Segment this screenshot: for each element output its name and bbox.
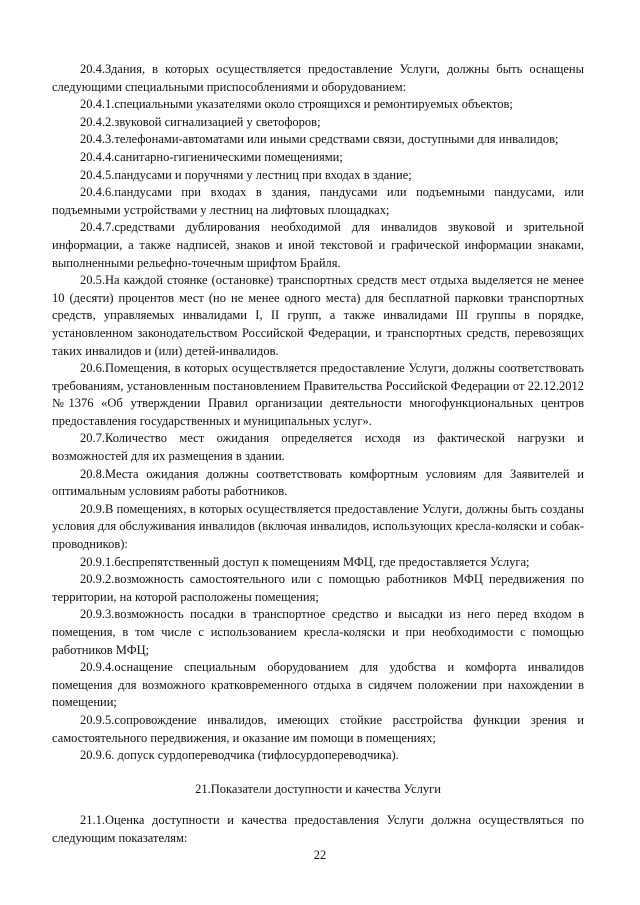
document-body [52, 61, 584, 848]
page-number: 22 [313, 848, 327, 862]
paragraph-20-9-6: 20.9.6. допуск сурдопереводчика (тифлосурдопереводчика). [80, 748, 399, 763]
paragraph-20-9-3: 20.9.3.возможность посадки в транспортное средство и высадки из него перед входом в помещения, в том числе с использованием кресла-коляски и при необходимости с помощью работников МФЦ; [52, 607, 584, 657]
paragraph-20-4-2: 20.4.2.звуковой сигнализацией у светофоров; [80, 114, 321, 129]
section-heading: 21.Показатели доступности и качества Услуги [195, 781, 441, 796]
paragraph-20-9-5: 20.9.5.сопровождение инвалидов, имеющих стойкие расстройства функции зрения и самостоятельного передвижения, и оказание им помощи в помещениях; [52, 712, 584, 745]
paragraph-20-8: 20.8.Места ожидания должны соответствовать комфортным условиям для Заявителей и оптимальным условиям работы работников. [52, 466, 584, 499]
paragraph-20-6: 20.6.Помещения, в которых осуществляется предоставление Услуги, должны соответствовать требованиям, установленным постановлением Правительства Российской Федерации от 22.12.2012 №1376 «Об утверждении Правил организации деятельности многофункциональных центров предоставления государственных и муниципальных услуг». [52, 361, 584, 428]
paragraph-21-1: 21.1.Оценка доступности и качества предоставления Услуги должна осуществляться по следующим показателям: [52, 813, 584, 845]
paragraph-20-4-1: 20.4.1.специальными указателями около строящихся и ремонтируемых объектов; [80, 97, 513, 112]
paragraph-20-9-1: 20.9.1.беспрепятственный доступ к помещениям МФЦ, где предоставляется Услуга; [80, 554, 530, 569]
paragraph-20-5: 20.5.На каждой стоянке (остановке) транспортных средств мест отдыха выделяется не менее 10 (десяти) процентов мест (но не менее одного места) для бесплатной парковки транспортных средств, управляемых инвалидами I, II групп, а также инвалидами III группы в порядке, установленном законодательством Российской Федерации, и транспортных средств, перевозящих таких инвалидов и (или) детей-инвалидов. [52, 273, 584, 358]
paragraph-20-4-7: 20.4.7.средствами дублирования необходимой для инвалидов звуковой и зрительной информации, а также надписей, знаков и иной текстовой и графической информации знаками, выполненными рельефно-точечным шрифтом Брайля. [52, 220, 584, 270]
paragraph-20-9-2: 20.9.2.возможность самостоятельного или с помощью работников МФЦ передвижения по территории, на которой расположены помещения; [52, 572, 584, 604]
paragraph-20-4-4: 20.4.4.санитарно-гигиеническими помещениями; [80, 149, 343, 164]
paragraph-20-4: 20.4.Здания, в которых осуществляется предоставление Услуги, должны быть оснащены следующими специальными приспособлениями и оборудованием: [52, 62, 584, 94]
paragraph-20-4-6: 20.4.6.пандусами при входах в здания, пандусами или подъемными пандусами, или подъемными устройствами у лестниц на лифтовых площадках; [52, 185, 584, 217]
paragraph-20-7: 20.7.Количество мест ожидания определяется исходя из фактической нагрузки и возможностей для их размещения в здании. [52, 431, 584, 464]
paragraph-20-4-3: 20.4.3.телефонами-автоматами или иными средствами связи, доступными для инвалидов; [80, 132, 559, 147]
paragraph-20-4-5: 20.4.5.пандусами и поручнями у лестниц при входах в здание; [80, 167, 412, 182]
paragraph-20-9-4: 20.9.4.оснащение специальным оборудованием для удобства и комфорта инвалидов помещения для возможного кратковременного отдыха в сидячем положении при нахождении в помещении; [52, 660, 584, 710]
paragraph-20-9: 20.9.В помещениях, в которых осуществляется предоставление Услуги, должны быть созданы условия для обслуживания инвалидов (включая инвалидов, использующих кресла-коляски и собак-проводников): [52, 501, 584, 552]
